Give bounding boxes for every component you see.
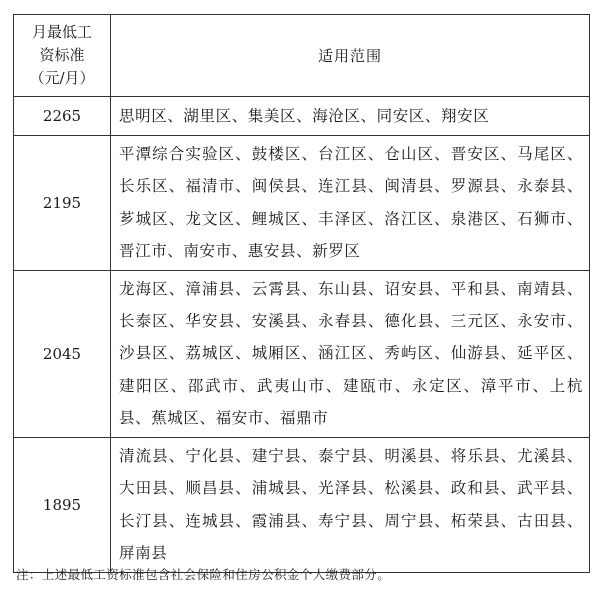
header-wage-standard xyxy=(14,15,111,97)
table-row xyxy=(14,97,590,136)
footnote: 注：上述最低工资标准包含社会保险和住房公积金个人缴费部分。 xyxy=(16,567,391,582)
header-line: 资标准 xyxy=(39,46,85,64)
table-header-row xyxy=(14,15,590,97)
wage-amount: 2265 xyxy=(14,97,111,136)
header-scope: 适用范围 xyxy=(111,15,590,97)
applicable-areas: 清流县、宁化县、建宁县、泰宁县、明溪县、将乐县、尤溪县、大田县、顺昌县、浦城县、光泽县、松溪县、政和县、武平县、长汀县、连城县、霞浦县、寿宁县、周宁县、柘荣县、古田县、屏南县 xyxy=(111,437,590,572)
applicable-areas: 平潭综合实验区、鼓楼区、台江区、仓山区、晋安区、马尾区、长乐区、福清市、闽侯县、连江县、闽清县、罗源县、永泰县、芗城区、龙文区、鲤城区、丰泽区、洛江区、泉港区、石狮市、晋江市、南安市、惠安县、新罗区 xyxy=(111,136,590,271)
minimum-wage-table xyxy=(13,14,590,573)
applicable-areas: 思明区、湖里区、集美区、海沧区、同安区、翔安区 xyxy=(111,97,590,136)
header-line: 月最低工 xyxy=(31,23,92,41)
table-row xyxy=(14,136,590,271)
wage-amount: 2195 xyxy=(14,136,111,271)
header-line: （元/月） xyxy=(29,69,95,87)
table-row xyxy=(14,437,590,572)
wage-amount: 2045 xyxy=(14,270,111,437)
table-row xyxy=(14,270,590,437)
applicable-areas: 龙海区、漳浦县、云霄县、东山县、诏安县、平和县、南靖县、长泰区、华安县、安溪县、永春县、德化县、三元区、永安市、沙县区、荔城区、城厢区、涵江区、秀屿区、仙游县、延平区、建阳区、邵武市、武夷山市、建瓯市、永定区、漳平市、上杭县、蕉城区、福安市、福鼎市 xyxy=(111,270,590,437)
wage-amount: 1895 xyxy=(14,437,111,572)
